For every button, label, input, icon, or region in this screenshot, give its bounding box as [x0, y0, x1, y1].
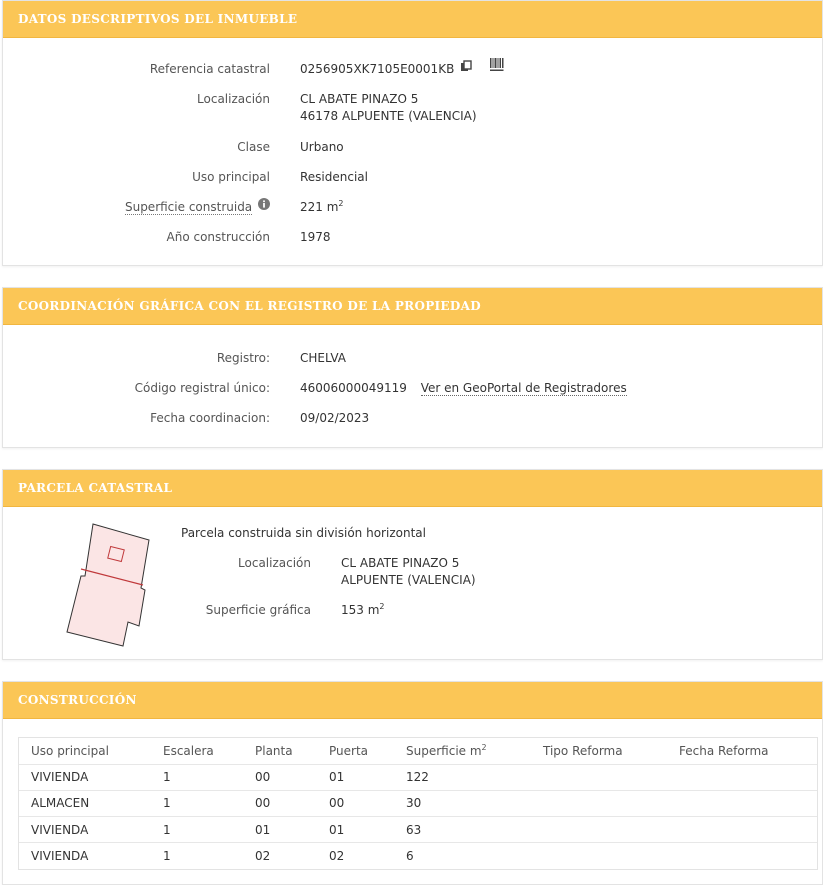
- table-cell: 00: [317, 790, 394, 816]
- clase-value: Urbano: [300, 140, 344, 154]
- uso-label: Uso principal: [192, 170, 270, 184]
- table-row: [19, 843, 817, 869]
- referencia-value[interactable]: 0256905XK7105E0001KB: [300, 62, 455, 76]
- table-cell: [531, 764, 667, 790]
- col-header: Tipo Reforma: [543, 743, 623, 758]
- table-cell: 02: [317, 843, 394, 869]
- registro-label: Registro:: [216, 351, 270, 365]
- table-cell: 6: [394, 843, 531, 869]
- construccion-table-wrap: [18, 737, 818, 870]
- table-row: [19, 817, 817, 843]
- col-header: Puerta: [329, 743, 369, 758]
- superficie-construida-label[interactable]: Superficie construida: [124, 200, 253, 214]
- clase-label: Clase: [237, 140, 270, 154]
- table-cell: VIVIENDA: [19, 817, 151, 843]
- copy-icon[interactable]: [460, 60, 472, 77]
- table-row: [19, 764, 817, 790]
- codigo-value: 46006000049119: [300, 381, 407, 395]
- table-cell: 1: [151, 843, 243, 869]
- panel-title-coordinacion: COORDINACIÓN GRÁFICA CON EL REGISTRO DE LA PROPIEDAD: [3, 288, 822, 325]
- table-cell: [531, 817, 667, 843]
- info-icon[interactable]: [258, 198, 270, 215]
- fecha-coordinacion-label: Fecha coordinacion:: [150, 411, 270, 425]
- registro-value: CHELVA: [300, 351, 347, 365]
- table-cell: VIVIENDA: [19, 843, 151, 869]
- localizacion-line2: 46178 ALPUENTE (VALENCIA): [300, 109, 477, 123]
- col-header: Uso principal: [31, 743, 109, 758]
- superficie-construida-value: 221 $m^2$: [300, 199, 344, 214]
- barcode-icon[interactable]: [490, 58, 504, 77]
- table-cell: 02: [243, 843, 317, 869]
- panel-construccion: [2, 681, 823, 885]
- parcela-superficie-value: 153 $m^2$: [341, 602, 385, 617]
- panel-title-datos-inmueble: DATOS DESCRIPTIVOS DEL INMUEBLE: [3, 1, 822, 38]
- col-header: Superficie $m^2$: [406, 742, 487, 758]
- panel-coordinacion-registro: [2, 287, 823, 448]
- referencia-label: Referencia catastral: [149, 62, 270, 76]
- table-cell: 1: [151, 764, 243, 790]
- table-cell: [667, 843, 817, 869]
- table-cell: 01: [317, 764, 394, 790]
- col-header: Escalera: [163, 743, 214, 758]
- table-cell: 63: [394, 817, 531, 843]
- parcela-localizacion-label: Localización: [238, 556, 311, 570]
- panel-title-construccion: CONSTRUCCIÓN: [3, 682, 822, 719]
- parcela-descripcion: Parcela construida sin división horizontal: [181, 526, 426, 540]
- table-cell: 00: [243, 790, 317, 816]
- anio-label: Año construcción: [166, 230, 270, 244]
- panel-datos-inmueble: [2, 0, 823, 266]
- table-cell: 1: [151, 817, 243, 843]
- table-cell: [667, 790, 817, 816]
- parcel-sketch[interactable]: [65, 522, 155, 651]
- table-cell: 01: [317, 817, 394, 843]
- table-cell: [531, 790, 667, 816]
- table-cell: 00: [243, 764, 317, 790]
- panel-title-parcela: PARCELA CATASTRAL: [3, 470, 822, 507]
- table-cell: 1: [151, 790, 243, 816]
- col-header: Fecha Reforma: [679, 743, 769, 758]
- localizacion-label: Localización: [197, 92, 270, 106]
- table-cell: 122: [394, 764, 531, 790]
- geoportal-link[interactable]: Ver en GeoPortal de Registradores: [420, 381, 627, 395]
- table-header-row: [19, 738, 817, 764]
- anio-value: 1978: [300, 230, 331, 244]
- table-row: [19, 790, 817, 816]
- table-cell: 01: [243, 817, 317, 843]
- fecha-coordinacion-value: 09/02/2023: [300, 411, 370, 425]
- panel-parcela-catastral: [2, 469, 823, 660]
- col-header: Planta: [255, 743, 293, 758]
- parcela-superficie-label: Superficie gráfica: [205, 603, 311, 617]
- table-cell: [667, 817, 817, 843]
- construccion-table: [19, 738, 817, 869]
- table-cell: [531, 843, 667, 869]
- table-cell: VIVIENDA: [19, 764, 151, 790]
- parcela-localizacion-line2: ALPUENTE (VALENCIA): [341, 573, 476, 587]
- uso-value: Residencial: [300, 170, 368, 184]
- localizacion-line1: CL ABATE PINAZO 5: [300, 92, 419, 106]
- table-cell: [667, 764, 817, 790]
- parcela-localizacion-line1: CL ABATE PINAZO 5: [341, 556, 460, 570]
- table-cell: 30: [394, 790, 531, 816]
- codigo-label: Código registral único:: [134, 381, 270, 395]
- table-cell: ALMACEN: [19, 790, 151, 816]
